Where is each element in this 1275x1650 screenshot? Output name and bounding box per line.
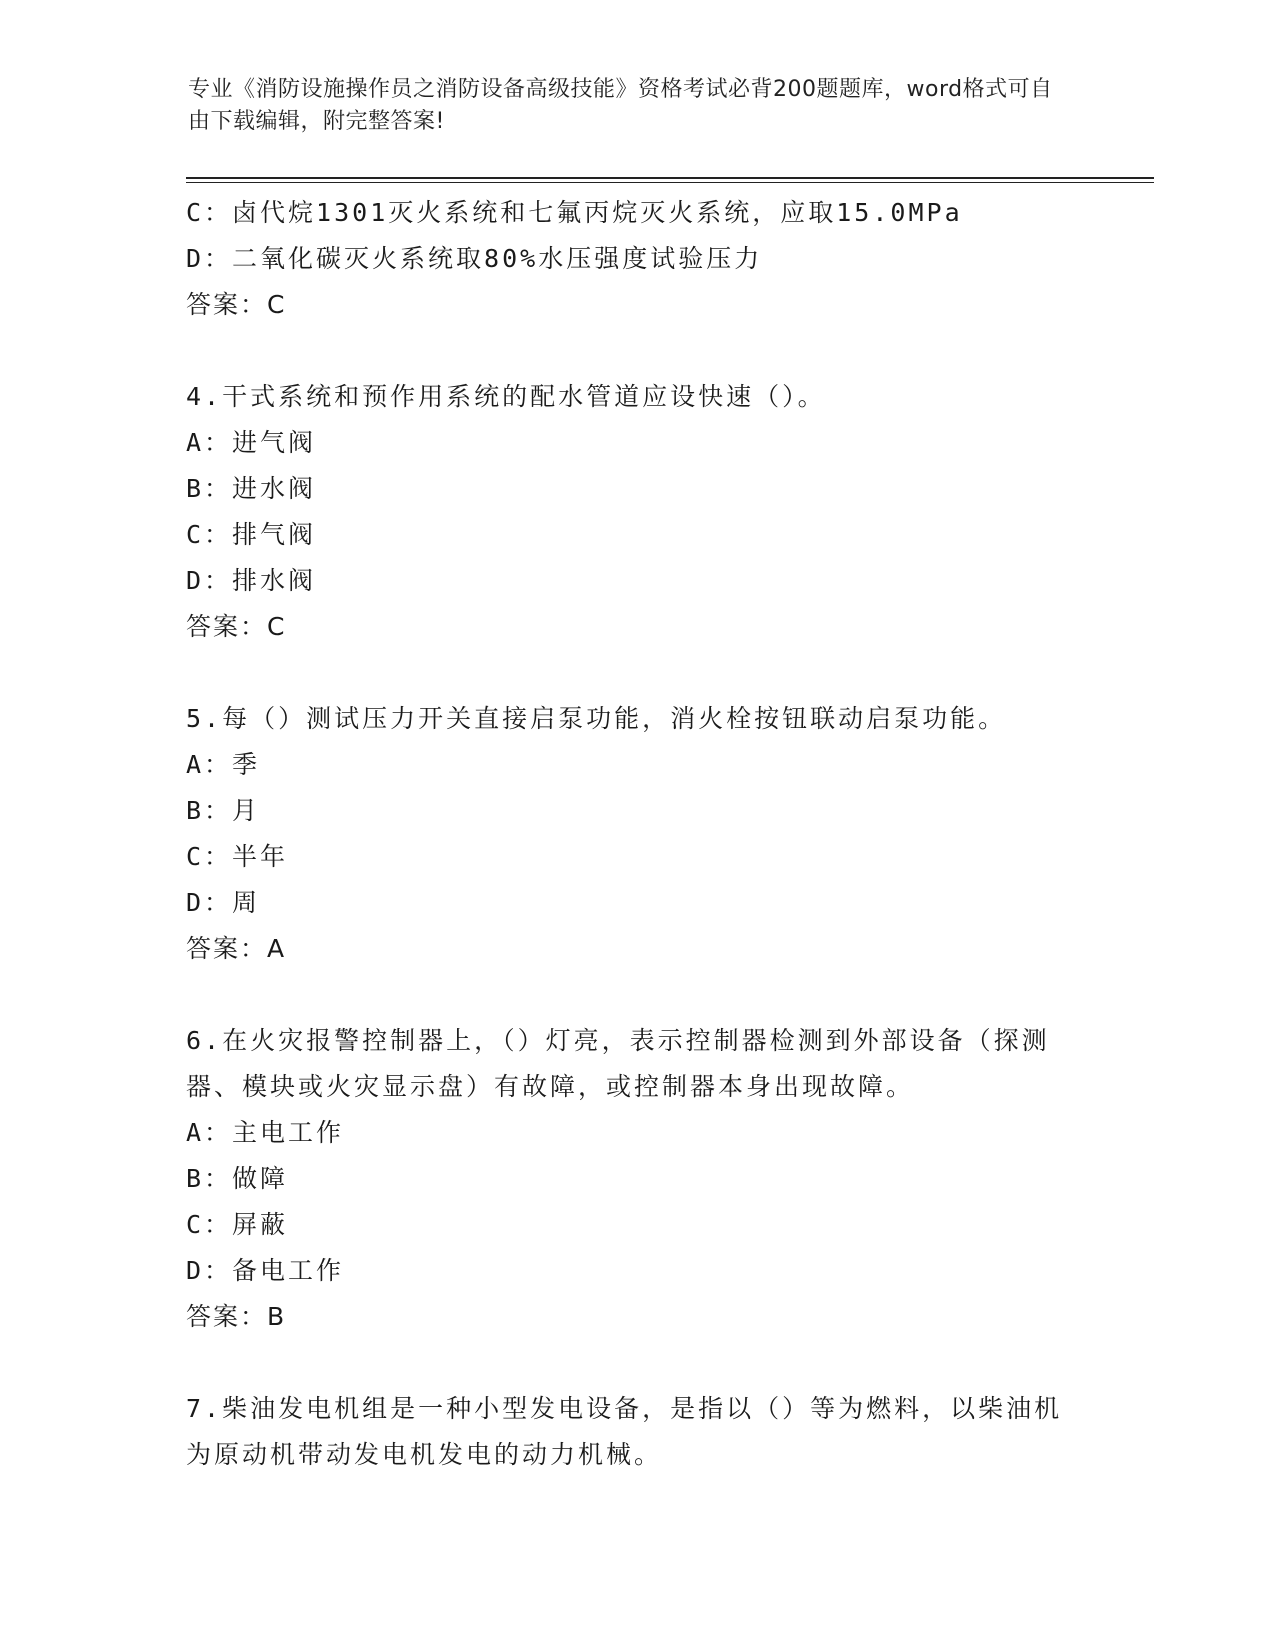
question-stem: 7.柴油发电机组是一种小型发电设备，是指以（）等为燃料，以柴油机为原动机带动发电机发电的动力机械。 xyxy=(186,1394,1063,1469)
option-line: C：半年 xyxy=(186,842,289,871)
option-line: A：季 xyxy=(186,750,261,779)
question-stem: 4.干式系统和预作用系统的配水管道应设快速（）。 xyxy=(186,382,826,411)
answer-line: 答案：A xyxy=(186,934,287,963)
answer-line: 答案：B xyxy=(186,1302,287,1331)
option-line: C：排气阀 xyxy=(186,520,317,549)
option-line: D：备电工作 xyxy=(186,1256,345,1285)
question-content xyxy=(186,190,1066,1478)
option-line: D：周 xyxy=(186,888,261,917)
question-stem: 5.每（）测试压力开关直接启泵功能，消火栓按钮联动启泵功能。 xyxy=(186,704,1007,733)
option-line: A：主电工作 xyxy=(186,1118,345,1147)
question-stem: 6.在火灾报警控制器上，（）灯亮，表示控制器检测到外部设备（探测器、模块或火灾显示盘）有故障，或控制器本身出现故障。 xyxy=(186,1026,1050,1101)
option-line: D：排水阀 xyxy=(186,566,317,595)
spacer xyxy=(186,650,1066,696)
spacer xyxy=(186,1340,1066,1386)
option-line: B：进水阀 xyxy=(186,474,317,503)
header-divider-thick xyxy=(186,177,1154,179)
option-line: C：屏蔽 xyxy=(186,1210,289,1239)
header-divider-thin xyxy=(186,182,1154,183)
option-line: D：二氧化碳灭火系统取80%水压强度试验压力 xyxy=(186,244,763,273)
document-header: 专业《消防设施操作员之消防设备高级技能》资格考试必背200题题库，word格式可自由下载编辑，附完整答案! xyxy=(188,77,1053,134)
answer-line: 答案：C xyxy=(186,612,287,641)
spacer xyxy=(186,328,1066,374)
option-line: B：月 xyxy=(186,796,261,825)
spacer xyxy=(186,972,1066,1018)
option-line: A：进气阀 xyxy=(186,428,317,457)
answer-line: 答案：C xyxy=(186,290,287,319)
option-line: B：做障 xyxy=(186,1164,289,1193)
option-line: C：卤代烷1301灭火系统和七氟丙烷灭火系统，应取15.0MPa xyxy=(186,198,963,227)
